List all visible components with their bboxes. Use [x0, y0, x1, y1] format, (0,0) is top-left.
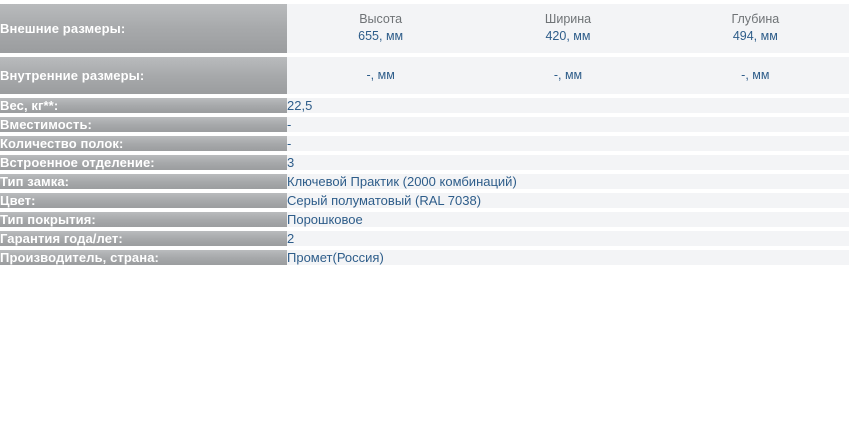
- row-value-lock-type: Ключевой Практик (2000 комбинаций): [287, 174, 849, 189]
- row-value-color: Серый полуматовый (RAL 7038): [287, 193, 849, 208]
- row-label-color: Цвет:: [0, 193, 287, 208]
- internal-dimension-depth-value: -, мм: [741, 68, 770, 82]
- specification-table-body: [0, 4, 849, 265]
- internal-dimension-depth: [662, 57, 849, 94]
- dimension-height-label: Высота: [359, 12, 403, 26]
- dimension-width-value: 420, мм: [545, 29, 591, 43]
- dimension-group: [287, 4, 849, 53]
- row-label-external-dimensions: Внешние размеры:: [0, 4, 287, 53]
- internal-dimension-height-value: -, мм: [366, 68, 395, 82]
- row-value-internal-dimensions: [287, 57, 849, 94]
- row-value-external-dimensions: [287, 4, 849, 53]
- table-row: [0, 57, 849, 94]
- internal-dimension-width-value: -, мм: [553, 68, 583, 82]
- row-label-shelf-count: Количество полок:: [0, 136, 287, 151]
- table-row: [0, 212, 849, 227]
- dimension-width: [474, 4, 661, 53]
- row-label-capacity: Вместимость:: [0, 117, 287, 132]
- table-row: [0, 136, 849, 151]
- dimension-depth-value: 494, мм: [732, 29, 778, 43]
- row-label-weight: Вес, кг**:: [0, 98, 287, 113]
- table-row: [0, 117, 849, 132]
- table-row: [0, 155, 849, 170]
- internal-dimension-height: [287, 57, 474, 94]
- dimension-depth-label: Глубина: [731, 12, 780, 26]
- internal-dimension-width: [474, 57, 661, 94]
- table-row: [0, 98, 849, 113]
- table-row: [0, 4, 849, 53]
- row-value-built-in-compartment: 3: [287, 155, 849, 170]
- row-value-warranty: 2: [287, 231, 849, 246]
- row-label-built-in-compartment: Встроенное отделение:: [0, 155, 287, 170]
- row-value-manufacturer: Промет(Россия): [287, 250, 849, 265]
- table-row: [0, 231, 849, 246]
- row-value-shelf-count: -: [287, 136, 849, 151]
- row-label-warranty: Гарантия года/лет:: [0, 231, 287, 246]
- dimension-depth: [662, 4, 849, 53]
- table-row: [0, 250, 849, 265]
- row-label-internal-dimensions: Внутренние размеры:: [0, 57, 287, 94]
- table-row: [0, 193, 849, 208]
- row-value-capacity: -: [287, 117, 849, 132]
- dimension-height: [287, 4, 474, 53]
- row-value-coating-type: Порошковое: [287, 212, 849, 227]
- dimension-height-value: 655, мм: [358, 29, 404, 43]
- row-label-manufacturer: Производитель, страна:: [0, 250, 287, 265]
- row-value-weight: 22,5: [287, 98, 849, 113]
- row-label-lock-type: Тип замка:: [0, 174, 287, 189]
- table-row: [0, 174, 849, 189]
- dimension-group: [287, 57, 849, 94]
- dimension-width-label: Ширина: [544, 12, 592, 26]
- row-label-coating-type: Тип покрытия:: [0, 212, 287, 227]
